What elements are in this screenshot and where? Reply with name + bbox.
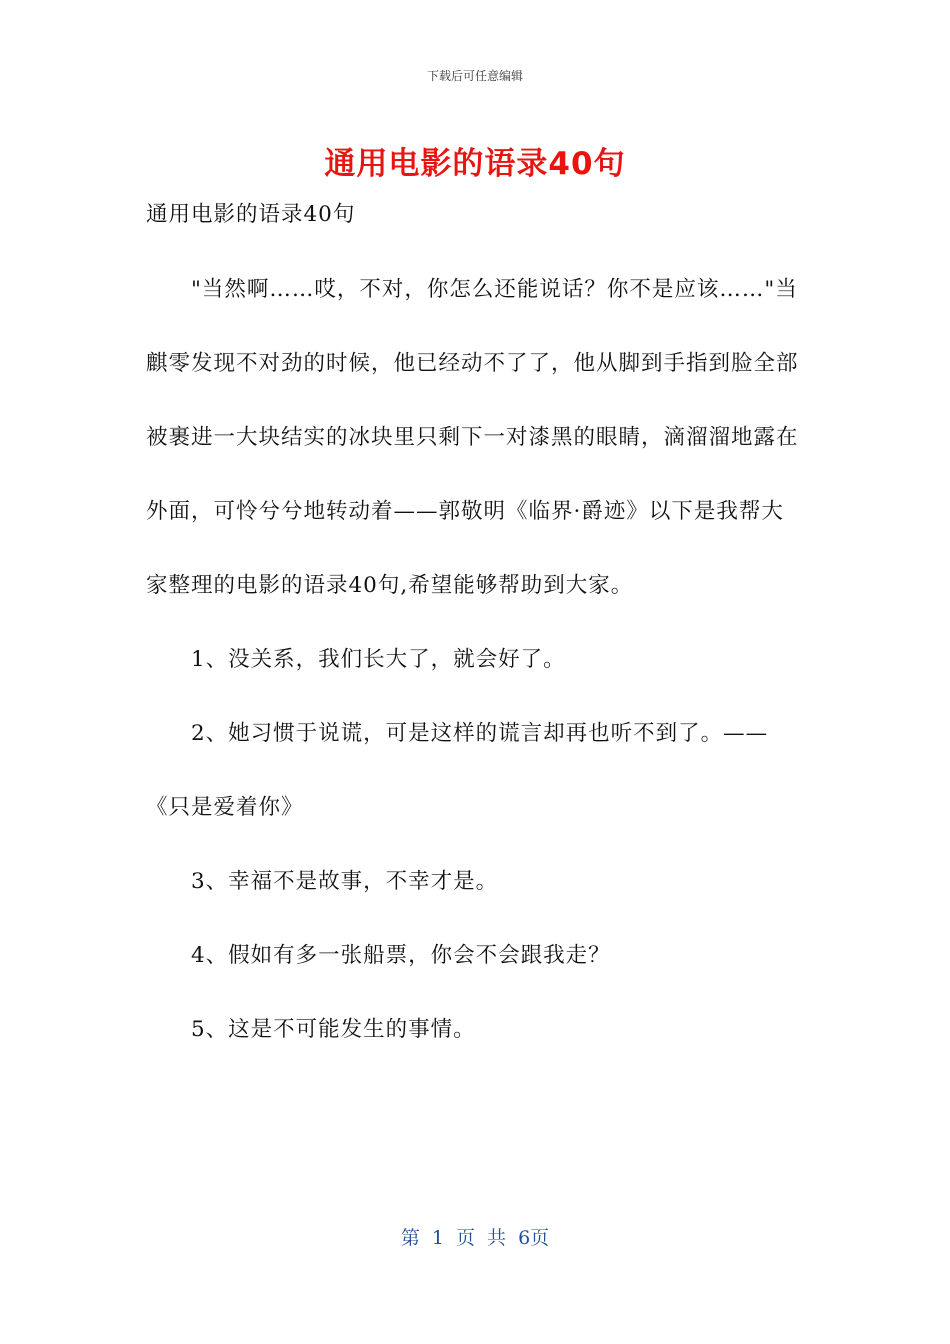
intro-paragraph: "当然啊……哎，不对，你怎么还能说话？你不是应该……"当麒零发现不对劲的时候，他已经动不了了，他从脚到手指到脸全部被裹进一大块结实的冰块里只剩下一对漆黑的眼睛，滴溜溜地露在外面，可怜兮兮地转动着——郭敬明《临界·爵迹》以下是我帮大家整理的电影的语录40句,希望能够帮助到大家。 [146, 277, 799, 598]
document-subtitle: 通用电影的语录40句 [146, 202, 356, 227]
page-number-footer: 第 1 页 共 6页 [400, 1227, 550, 1249]
document-title: 通用电影的语录40句 [324, 146, 626, 182]
quote-item: 1、没关系，我们长大了，就会好了。 [191, 647, 566, 672]
quote-item: 5、这是不可能发生的事情。 [191, 1017, 476, 1042]
document-body [146, 196, 806, 1067]
quote-item: 2、她习惯于说谎，可是这样的谎言却再也听不到了。——《只是爱着你》 [146, 721, 769, 820]
quote-item: 4、假如有多一张船票，你会不会跟我走？ [191, 943, 611, 968]
header-note: 下载后可任意编辑 [426, 69, 523, 83]
intro-section [146, 253, 806, 623]
quote-item: 3、幸福不是故事，不幸才是。 [191, 869, 499, 894]
